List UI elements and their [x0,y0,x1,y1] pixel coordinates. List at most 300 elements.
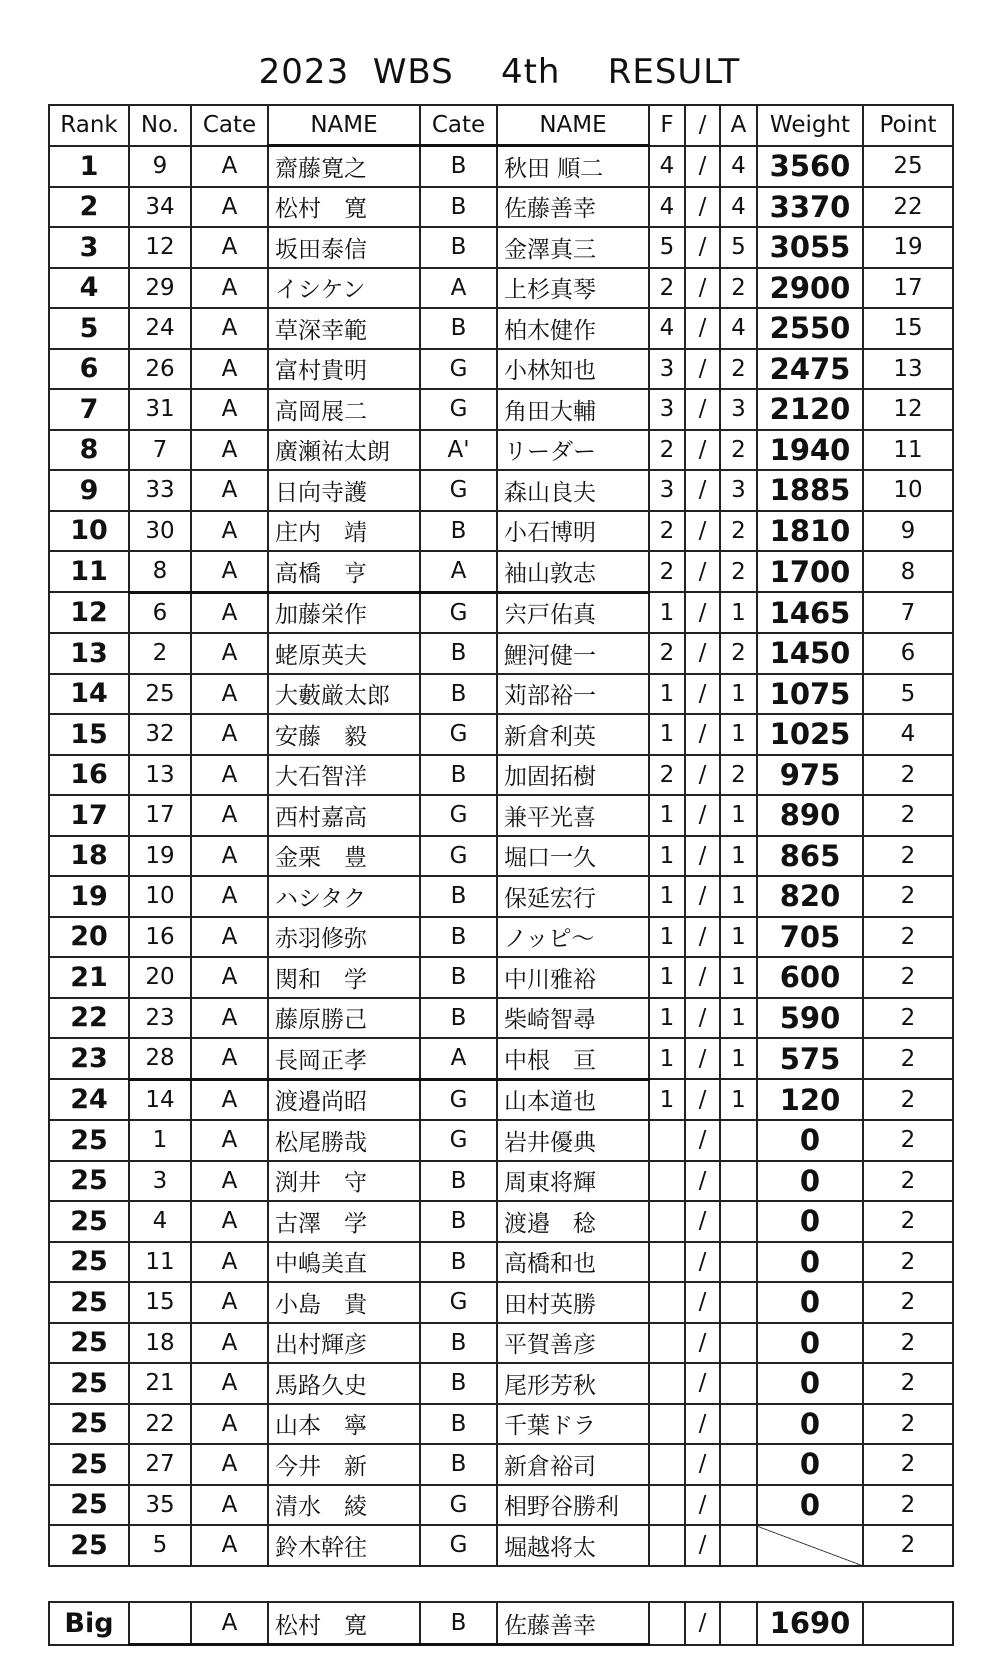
a-count-cell: 2 [720,430,757,471]
cate2-cell: B [420,917,497,958]
point-cell: 12 [863,389,953,430]
a-count-cell: 1 [720,836,757,877]
rank-cell: 6 [49,349,129,390]
cate1-cell: A [191,551,268,592]
table-row [49,146,953,187]
f-count-cell: 1 [649,917,685,958]
header-row [49,105,953,146]
f-count-cell: 2 [649,430,685,471]
weight-cell: 0 [757,1485,863,1526]
no-cell: 26 [129,349,191,390]
table-row [49,1201,953,1242]
name1-cell: 草深幸範 [268,308,420,349]
f-count-cell: 5 [649,227,685,268]
name2-cell: 小林知也 [497,349,649,390]
no-cell: 13 [129,755,191,796]
f-count-cell: 1 [649,957,685,998]
a-count-cell [720,1161,757,1202]
cate1-cell: A [191,1444,268,1485]
name1-cell: 廣瀬祐太朗 [268,430,420,471]
slash-cell: / [685,633,720,674]
weight-cell: 0 [757,1444,863,1485]
weight-cell: 2550 [757,308,863,349]
a-count-cell: 2 [720,349,757,390]
rank-cell: 23 [49,1038,129,1079]
point-cell: 2 [863,1242,953,1283]
cate2-cell: B [420,674,497,715]
slash-cell: / [685,592,720,633]
name2-cell: リーダー [497,430,649,471]
table-row [49,1363,953,1404]
cate1-cell: A [191,187,268,228]
f-count-cell: 1 [649,592,685,633]
cate1-cell: A [191,1038,268,1079]
table-row [49,1120,953,1161]
a-count-cell: 1 [720,917,757,958]
slash-cell: / [685,674,720,715]
name2-cell: 柴崎智尋 [497,998,649,1039]
cate1-cell: A [191,755,268,796]
slash-cell: / [685,795,720,836]
slash-cell: / [685,349,720,390]
point-cell: 2 [863,917,953,958]
f-count-cell [649,1242,685,1283]
point-cell: 17 [863,268,953,309]
name1-cell: 馬路久史 [268,1363,420,1404]
rank-cell: 18 [49,836,129,877]
a-count-cell: 4 [720,308,757,349]
table-row [49,308,953,349]
cate1-cell: A [191,1161,268,1202]
point-cell: 4 [863,714,953,755]
table-row [49,917,953,958]
rank-cell: 25 [49,1363,129,1404]
cate1-cell: A [191,1201,268,1242]
name1-cell: 渡邉尚昭 [268,1079,420,1120]
f-count-cell: 3 [649,470,685,511]
name1-cell: 山本 寧 [268,1404,420,1445]
a-count-cell: 2 [720,268,757,309]
header-f: F [649,105,685,146]
a-count-cell: 3 [720,389,757,430]
f-count-cell [649,1404,685,1445]
no-cell: 6 [129,592,191,633]
big-fish-row [49,1602,953,1645]
name1-cell: 藤原勝己 [268,998,420,1039]
cate2-cell: G [420,836,497,877]
name1-cell: 蛯原英夫 [268,633,420,674]
point-cell: 6 [863,633,953,674]
weight-cell: 1075 [757,674,863,715]
rank-cell: 3 [49,227,129,268]
point-cell: 2 [863,1120,953,1161]
a-count-cell: 4 [720,146,757,187]
name1-cell: 安藤 毅 [268,714,420,755]
a-count-cell: 1 [720,876,757,917]
name2-cell: 小石博明 [497,511,649,552]
table-row [49,268,953,309]
rank-cell: 25 [49,1323,129,1364]
slash-cell: / [685,714,720,755]
rank-cell: 15 [49,714,129,755]
cate1-cell: A [191,795,268,836]
name1-cell: 大石智洋 [268,755,420,796]
big-f [649,1602,685,1645]
cate2-cell: G [420,795,497,836]
table-row [49,755,953,796]
f-count-cell: 2 [649,551,685,592]
big-slash: / [685,1602,720,1645]
slash-cell: / [685,1525,720,1566]
rank-cell: 4 [49,268,129,309]
table-row [49,511,953,552]
header-a: A [720,105,757,146]
a-count-cell: 2 [720,511,757,552]
cate1-cell: A [191,511,268,552]
slash-cell: / [685,470,720,511]
cate2-cell: A [420,268,497,309]
f-count-cell [649,1525,685,1566]
header-point: Point [863,105,953,146]
weight-cell: 890 [757,795,863,836]
cate2-cell: B [420,1242,497,1283]
table-row [49,836,953,877]
name2-cell: 山本道也 [497,1079,649,1120]
big-name1: 松村 寛 [268,1602,420,1645]
weight-cell: 705 [757,917,863,958]
slash-cell: / [685,1079,720,1120]
rank-cell: 24 [49,1079,129,1120]
no-cell: 2 [129,633,191,674]
rank-cell: 1 [49,146,129,187]
name2-cell: 袖山敦志 [497,551,649,592]
name1-cell: 庄内 靖 [268,511,420,552]
a-count-cell [720,1404,757,1445]
weight-cell: 3560 [757,146,863,187]
table-row [49,1444,953,1485]
rank-cell: 22 [49,998,129,1039]
cate2-cell: G [420,714,497,755]
weight-cell: 1940 [757,430,863,471]
slash-cell: / [685,146,720,187]
table-row [49,714,953,755]
name2-cell: 中根 亘 [497,1038,649,1079]
f-count-cell [649,1120,685,1161]
table-row [49,998,953,1039]
name2-cell: 相野谷勝利 [497,1485,649,1526]
cate1-cell: A [191,1485,268,1526]
cate1-cell: A [191,1282,268,1323]
header-cate1: Cate [191,105,268,146]
slash-cell: / [685,389,720,430]
cate2-cell: G [420,592,497,633]
name1-cell: 古澤 学 [268,1201,420,1242]
name1-cell: 大藪厳太郎 [268,674,420,715]
table-row [49,1525,953,1566]
rank-cell: 25 [49,1242,129,1283]
f-count-cell: 1 [649,836,685,877]
cate2-cell: G [420,470,497,511]
cate2-cell: B [420,755,497,796]
weight-cell: 975 [757,755,863,796]
a-count-cell: 5 [720,227,757,268]
name1-cell: 清水 綾 [268,1485,420,1526]
no-cell: 11 [129,1242,191,1283]
cate2-cell: G [420,1282,497,1323]
table-row [49,592,953,633]
weight-cell [757,1525,863,1566]
a-count-cell: 2 [720,755,757,796]
table-row [49,957,953,998]
a-count-cell [720,1201,757,1242]
rank-cell: 20 [49,917,129,958]
weight-cell: 0 [757,1363,863,1404]
f-count-cell: 1 [649,1038,685,1079]
weight-cell: 600 [757,957,863,998]
cate1-cell: A [191,1363,268,1404]
cate1-cell: A [191,349,268,390]
cate1-cell: A [191,430,268,471]
name2-cell: 尾形芳秋 [497,1363,649,1404]
weight-cell: 1450 [757,633,863,674]
no-cell: 10 [129,876,191,917]
table-row [49,1038,953,1079]
name1-cell: 小島 貴 [268,1282,420,1323]
table-row [49,227,953,268]
name2-cell: 高橋和也 [497,1242,649,1283]
slash-cell: / [685,876,720,917]
cate2-cell: G [420,1525,497,1566]
f-count-cell: 4 [649,308,685,349]
table-row [49,187,953,228]
weight-cell: 2475 [757,349,863,390]
weight-cell: 3370 [757,187,863,228]
no-cell: 23 [129,998,191,1039]
cate2-cell: A [420,551,497,592]
name2-cell: 新倉裕司 [497,1444,649,1485]
slash-cell: / [685,1161,720,1202]
a-count-cell: 2 [720,633,757,674]
slash-cell: / [685,1201,720,1242]
name2-cell: 周東将輝 [497,1161,649,1202]
point-cell: 2 [863,998,953,1039]
slash-cell: / [685,1485,720,1526]
no-cell: 32 [129,714,191,755]
rank-cell: 17 [49,795,129,836]
point-cell: 5 [863,674,953,715]
no-cell: 25 [129,674,191,715]
cate2-cell: B [420,876,497,917]
big-point [863,1602,953,1645]
name2-cell: 角田大輔 [497,389,649,430]
a-count-cell: 1 [720,998,757,1039]
f-count-cell [649,1161,685,1202]
table-row [49,876,953,917]
no-cell: 33 [129,470,191,511]
slash-cell: / [685,1323,720,1364]
cate1-cell: A [191,1120,268,1161]
rank-cell: 25 [49,1161,129,1202]
weight-cell: 820 [757,876,863,917]
weight-cell: 1810 [757,511,863,552]
cate1-cell: A [191,1323,268,1364]
rank-cell: 13 [49,633,129,674]
slash-cell: / [685,1444,720,1485]
a-count-cell [720,1525,757,1566]
name1-cell: 長岡正孝 [268,1038,420,1079]
name2-cell: 岩井優典 [497,1120,649,1161]
slash-cell: / [685,1242,720,1283]
weight-cell: 0 [757,1201,863,1242]
cate1-cell: A [191,308,268,349]
name2-cell: 鯉河健一 [497,633,649,674]
page-title: 2023 WBS 4th RESULT [258,52,741,92]
name1-cell: 渕井 守 [268,1161,420,1202]
weight-cell: 2120 [757,389,863,430]
weight-cell: 2900 [757,268,863,309]
name2-cell: 田村英勝 [497,1282,649,1323]
point-cell: 9 [863,511,953,552]
slash-cell: / [685,308,720,349]
table-row [49,551,953,592]
weight-cell: 3055 [757,227,863,268]
point-cell: 19 [863,227,953,268]
f-count-cell: 2 [649,633,685,674]
a-count-cell [720,1242,757,1283]
no-cell: 31 [129,389,191,430]
no-cell: 28 [129,1038,191,1079]
name2-cell: 平賀善彦 [497,1323,649,1364]
name2-cell: 宍戸佑真 [497,592,649,633]
point-cell: 2 [863,957,953,998]
cate2-cell: A [420,1038,497,1079]
slash-cell: / [685,1404,720,1445]
table-row [49,349,953,390]
point-cell: 2 [863,1444,953,1485]
a-count-cell: 1 [720,795,757,836]
rank-cell: 19 [49,876,129,917]
cate1-cell: A [191,1079,268,1120]
point-cell: 2 [863,1404,953,1445]
rank-cell: 25 [49,1120,129,1161]
cate2-cell: B [420,1201,497,1242]
point-cell: 2 [863,795,953,836]
f-count-cell [649,1282,685,1323]
f-count-cell: 1 [649,998,685,1039]
name1-cell: 松尾勝哉 [268,1120,420,1161]
table-row [49,1485,953,1526]
rank-cell: 25 [49,1525,129,1566]
name2-cell: 保延宏行 [497,876,649,917]
cate2-cell: B [420,957,497,998]
no-cell: 30 [129,511,191,552]
cate1-cell: A [191,389,268,430]
a-count-cell: 1 [720,1038,757,1079]
cate2-cell: G [420,389,497,430]
point-cell: 2 [863,755,953,796]
point-cell: 2 [863,1161,953,1202]
no-cell: 34 [129,187,191,228]
header-no: No. [129,105,191,146]
weight-cell: 0 [757,1161,863,1202]
slash-cell: / [685,187,720,228]
no-cell: 15 [129,1282,191,1323]
slash-cell: / [685,998,720,1039]
f-count-cell [649,1201,685,1242]
name2-cell: 森山良夫 [497,470,649,511]
weight-cell: 0 [757,1404,863,1445]
f-count-cell: 1 [649,876,685,917]
name2-cell: 渡邉 稔 [497,1201,649,1242]
cate2-cell: B [420,1363,497,1404]
name2-cell: 堀越将太 [497,1525,649,1566]
cate2-cell: B [420,1444,497,1485]
f-count-cell [649,1323,685,1364]
f-count-cell: 4 [649,146,685,187]
name1-cell: 松村 寛 [268,187,420,228]
no-cell: 21 [129,1363,191,1404]
header-cate2: Cate [420,105,497,146]
table-row [49,1323,953,1364]
point-cell: 2 [863,1525,953,1566]
slash-cell: / [685,1363,720,1404]
rank-cell: 7 [49,389,129,430]
no-cell: 1 [129,1120,191,1161]
cate2-cell: B [420,308,497,349]
f-count-cell: 2 [649,755,685,796]
rank-cell: 21 [49,957,129,998]
name1-cell: 富村貴明 [268,349,420,390]
rank-cell: 16 [49,755,129,796]
point-cell: 7 [863,592,953,633]
f-count-cell [649,1363,685,1404]
slash-cell: / [685,1120,720,1161]
slash-cell: / [685,755,720,796]
point-cell: 25 [863,146,953,187]
cate1-cell: A [191,998,268,1039]
name1-cell: 今井 新 [268,1444,420,1485]
table-row [49,1404,953,1445]
cate2-cell: B [420,227,497,268]
cate1-cell: A [191,876,268,917]
no-cell: 27 [129,1444,191,1485]
cate2-cell: B [420,187,497,228]
name1-cell: 金栗 豊 [268,836,420,877]
f-count-cell: 1 [649,674,685,715]
slash-cell: / [685,268,720,309]
point-cell: 2 [863,1038,953,1079]
cate1-cell: A [191,1404,268,1445]
slash-cell: / [685,430,720,471]
f-count-cell: 1 [649,1079,685,1120]
header-name1: NAME [268,105,420,146]
slash-cell: / [685,917,720,958]
f-count-cell: 4 [649,187,685,228]
weight-cell: 1465 [757,592,863,633]
point-cell: 15 [863,308,953,349]
a-count-cell [720,1323,757,1364]
weight-cell: 0 [757,1323,863,1364]
no-cell: 4 [129,1201,191,1242]
rank-cell: 10 [49,511,129,552]
name2-cell: 加固拓樹 [497,755,649,796]
no-cell: 19 [129,836,191,877]
table-row [49,1242,953,1283]
point-cell: 2 [863,1079,953,1120]
name2-cell: 苅部裕一 [497,674,649,715]
table-row [49,1282,953,1323]
weight-cell: 575 [757,1038,863,1079]
